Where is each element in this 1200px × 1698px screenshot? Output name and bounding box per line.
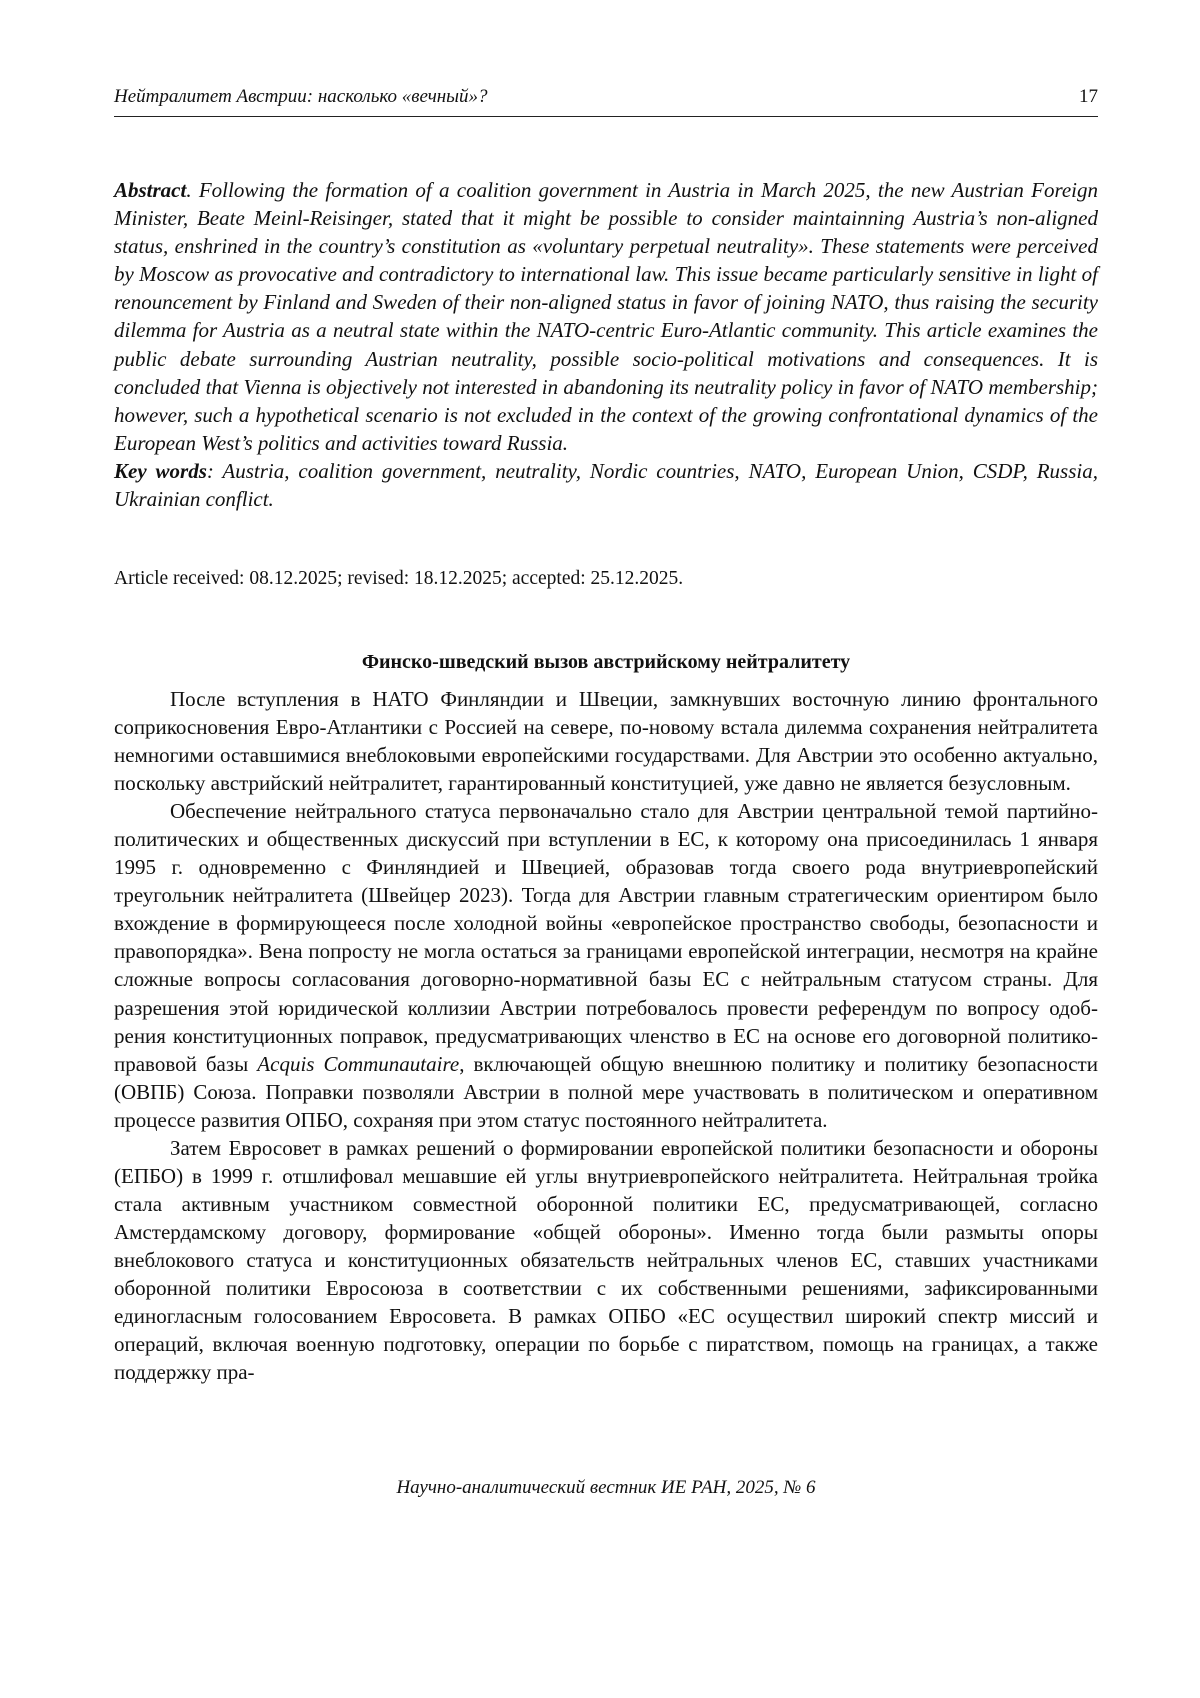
abstract-label: Abstract [114,178,187,202]
running-header [114,84,1098,117]
article-dates: Article received: 08.12.2025; revised: 18.12.2025; accepted: 25.12.2025. [114,568,684,589]
section-title: Финско-шведский вызов австрийскому нейтралитету [361,651,851,673]
running-title: Нейтралитет Австрии: насколько «вечный»? [114,86,488,107]
abstract [114,176,1098,513]
footer-journal: Научно-аналитический вестник ИЕ РАН, 2025, № 6 [396,1477,816,1498]
paragraph-2-text-end: , включающей общую внешнюю политику и политику безопасности (ОВПБ) Союза. Поправки позволяли Австрии в полной мере участвовать в политическом и оперативном процессе развития ОПБО, сохраняя при этом статус постоянного нейтралитета. [114,1051,1098,1132]
page-number: 17 [1079,86,1098,107]
body-text [114,685,1098,1386]
paragraph-2 [114,797,1098,1134]
abstract-text: . Following the formation of a coalition government in Austria in March 2025, the new Austrian Foreign Minister, Beate Meinl-Reisinger, stated that it might be possible to consider maintainning Austria’s non-aligned status, enshrined in the country’s constitution as «voluntary perpetual neutrality». These statements were perceived by Moscow as provocative and contradictory to international law. This issue became particularly sensitive in light of renouncement by Finland and Sweden of their non-aligned status in favor of joining NATO, thus raising the security dilemma for Austria as a neutral state within the NATO-centric Euro-Atlantic community. This article examines the public debate surrounding Austrian neutrality, possible socio-political motivations and consequences. It is concluded that Vienna is objectively not interested in abandoning its neutrality policy in favor of NATO membership; however, such a hypothetical scenario is not excluded in the context of the growing confrontational dynamics of the European West’s politics and activities toward Russia. [114,178,1098,455]
paragraph-3: Затем Евросовет в рамках решений о формировании европейской политики безопасности и обороны (ЕПБО) в 1999 г. отшлифовал мешавшие ей углы внутриевропейского нейтралитета. Нейтральная тройка стала активным участником совместной оборонной политики ЕС, предусматривающей, согласно Амстердамскому договору, формирование «общей обороны». Именно тогда были размыты опоры внеблокового статуса и конституционных обязательств нейтральных членов ЕС, ставших участниками оборонной политики Евросоюза в соответствии с их собственными решениями, зафиксированными единогласным голосованием Евросовета. В рамках ОПБО «ЕС осуществил широкий спектр миссий и операций, включая военную подготовку, операции по борьбе с пиратством, помощь на границах, а также поддержку пра- [114,1135,1098,1385]
keywords-label: Key words [114,458,207,483]
paragraph-1: После вступления в НАТО Финляндии и Швеции, замкнувших восточную линию фронтального соприкосновения Евро-Атлантики с Россией на севере, по-новому встала дилемма сохранения нейтралитета немногими оставшимися внеблоковыми европейскими государствами. Для Австрии это особенно актуально, поскольку австрийский нейтралитет, гарантированный конституцией, уже давно не является безусловным. [114,687,1098,796]
keywords-text: : Austria, coalition government, neutrality, Nordic countries, NATO, European Union, CSDP, Russia, Ukrainian conflict. [114,458,1098,512]
paragraph-2-text-start: Обеспечение нейтрального статуса первоначально стало для Австрии центральной темой партийно-политических и общественных дискуссий при вступлении в ЕС, к которому она присоединилась 1 января 1995 г. одновременно с Финляндией и Швецией, образовав тогда своего рода внутриевропейский треугольник нейтралитета (Швейцер 2023). Тогда для Австрии главным стратегическим ориентиром было вхождение в формирующееся после холодной войны «европейское пространство свободы, безопасности и правопорядка». Вена попросту не могла остаться за границами европейской интеграции, несмотря на крайне сложные вопросы согласования договорно-нормативной базы ЕС с нейтральным статусом страны. Для разрешения этой юридической коллизии Австрии потребовалось провести референдум по вопросу одобрения конституционных поправок, предусматривающих членство в ЕС на основе его договорной политико-правовой базы [114,799,1098,1076]
acquis-term: Acquis Communautaire [257,1051,460,1076]
keywords [114,457,1098,513]
